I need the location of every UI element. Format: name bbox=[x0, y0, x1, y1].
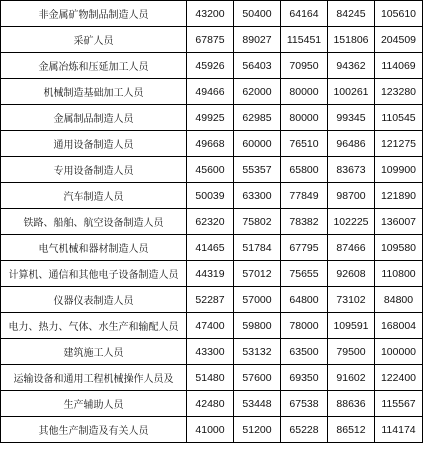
value-cell: 78382 bbox=[281, 209, 328, 235]
value-cell: 100000 bbox=[375, 339, 423, 365]
occupation-cell: 其他生产制造及有关人员 bbox=[1, 417, 187, 443]
occupation-cell: 机械制造基础加工人员 bbox=[1, 79, 187, 105]
occupation-cell: 铁路、船舶、航空设备制造人员 bbox=[1, 209, 187, 235]
value-cell: 99345 bbox=[328, 105, 375, 131]
value-cell: 84800 bbox=[375, 287, 423, 313]
value-cell: 77849 bbox=[281, 183, 328, 209]
value-cell: 115451 bbox=[281, 27, 328, 53]
value-cell: 51480 bbox=[187, 365, 234, 391]
value-cell: 109580 bbox=[375, 235, 423, 261]
table-row bbox=[1, 27, 423, 53]
value-cell: 96486 bbox=[328, 131, 375, 157]
value-cell: 75802 bbox=[234, 209, 281, 235]
value-cell: 51200 bbox=[234, 417, 281, 443]
value-cell: 62985 bbox=[234, 105, 281, 131]
table-row bbox=[1, 1, 423, 27]
value-cell: 55357 bbox=[234, 157, 281, 183]
value-cell: 67538 bbox=[281, 391, 328, 417]
value-cell: 75655 bbox=[281, 261, 328, 287]
value-cell: 98700 bbox=[328, 183, 375, 209]
value-cell: 92608 bbox=[328, 261, 375, 287]
value-cell: 204509 bbox=[375, 27, 423, 53]
occupation-cell: 运输设备和通用工程机械操作人员及 bbox=[1, 365, 187, 391]
table-row bbox=[1, 339, 423, 365]
value-cell: 105610 bbox=[375, 1, 423, 27]
value-cell: 57012 bbox=[234, 261, 281, 287]
occupation-cell: 采矿人员 bbox=[1, 27, 187, 53]
table-row bbox=[1, 417, 423, 443]
value-cell: 41000 bbox=[187, 417, 234, 443]
value-cell: 100261 bbox=[328, 79, 375, 105]
value-cell: 49925 bbox=[187, 105, 234, 131]
value-cell: 65800 bbox=[281, 157, 328, 183]
occupation-cell: 汽车制造人员 bbox=[1, 183, 187, 209]
value-cell: 114174 bbox=[375, 417, 423, 443]
value-cell: 136007 bbox=[375, 209, 423, 235]
value-cell: 57000 bbox=[234, 287, 281, 313]
table-row bbox=[1, 391, 423, 417]
value-cell: 73102 bbox=[328, 287, 375, 313]
occupation-cell: 非金属矿物制品制造人员 bbox=[1, 1, 187, 27]
value-cell: 79500 bbox=[328, 339, 375, 365]
value-cell: 64164 bbox=[281, 1, 328, 27]
value-cell: 50400 bbox=[234, 1, 281, 27]
value-cell: 122400 bbox=[375, 365, 423, 391]
occupation-cell: 计算机、通信和其他电子设备制造人员 bbox=[1, 261, 187, 287]
table-row bbox=[1, 79, 423, 105]
value-cell: 87466 bbox=[328, 235, 375, 261]
table-row bbox=[1, 157, 423, 183]
value-cell: 102225 bbox=[328, 209, 375, 235]
occupation-cell: 专用设备制造人员 bbox=[1, 157, 187, 183]
value-cell: 69350 bbox=[281, 365, 328, 391]
value-cell: 78000 bbox=[281, 313, 328, 339]
value-cell: 53132 bbox=[234, 339, 281, 365]
value-cell: 41465 bbox=[187, 235, 234, 261]
table-row bbox=[1, 287, 423, 313]
value-cell: 91602 bbox=[328, 365, 375, 391]
value-cell: 67875 bbox=[187, 27, 234, 53]
table-row bbox=[1, 313, 423, 339]
occupation-cell: 通用设备制造人员 bbox=[1, 131, 187, 157]
occupation-cell: 建筑施工人员 bbox=[1, 339, 187, 365]
occupation-cell: 生产辅助人员 bbox=[1, 391, 187, 417]
table-row bbox=[1, 365, 423, 391]
occupation-cell: 金属冶炼和压延加工人员 bbox=[1, 53, 187, 79]
value-cell: 110800 bbox=[375, 261, 423, 287]
table-row bbox=[1, 183, 423, 209]
value-cell: 123280 bbox=[375, 79, 423, 105]
value-cell: 88636 bbox=[328, 391, 375, 417]
value-cell: 121275 bbox=[375, 131, 423, 157]
value-cell: 51784 bbox=[234, 235, 281, 261]
value-cell: 64800 bbox=[281, 287, 328, 313]
value-cell: 47400 bbox=[187, 313, 234, 339]
value-cell: 49668 bbox=[187, 131, 234, 157]
value-cell: 86512 bbox=[328, 417, 375, 443]
value-cell: 94362 bbox=[328, 53, 375, 79]
value-cell: 151806 bbox=[328, 27, 375, 53]
value-cell: 62000 bbox=[234, 79, 281, 105]
value-cell: 63300 bbox=[234, 183, 281, 209]
occupation-cell: 电力、热力、气体、水生产和输配人员 bbox=[1, 313, 187, 339]
value-cell: 43200 bbox=[187, 1, 234, 27]
value-cell: 44319 bbox=[187, 261, 234, 287]
value-cell: 80000 bbox=[281, 79, 328, 105]
table-row bbox=[1, 235, 423, 261]
value-cell: 45600 bbox=[187, 157, 234, 183]
value-cell: 50039 bbox=[187, 183, 234, 209]
value-cell: 52287 bbox=[187, 287, 234, 313]
table-row bbox=[1, 131, 423, 157]
table-row bbox=[1, 105, 423, 131]
value-cell: 63500 bbox=[281, 339, 328, 365]
occupation-cell: 仪器仪表制造人员 bbox=[1, 287, 187, 313]
value-cell: 84245 bbox=[328, 1, 375, 27]
value-cell: 53448 bbox=[234, 391, 281, 417]
value-cell: 62320 bbox=[187, 209, 234, 235]
salary-table-body bbox=[1, 1, 423, 443]
value-cell: 109900 bbox=[375, 157, 423, 183]
table-row bbox=[1, 53, 423, 79]
value-cell: 65228 bbox=[281, 417, 328, 443]
value-cell: 42480 bbox=[187, 391, 234, 417]
value-cell: 70950 bbox=[281, 53, 328, 79]
value-cell: 89027 bbox=[234, 27, 281, 53]
table-row bbox=[1, 261, 423, 287]
value-cell: 67795 bbox=[281, 235, 328, 261]
value-cell: 60000 bbox=[234, 131, 281, 157]
value-cell: 43300 bbox=[187, 339, 234, 365]
value-cell: 76510 bbox=[281, 131, 328, 157]
value-cell: 57600 bbox=[234, 365, 281, 391]
value-cell: 109591 bbox=[328, 313, 375, 339]
occupation-cell: 金属制品制造人员 bbox=[1, 105, 187, 131]
value-cell: 83673 bbox=[328, 157, 375, 183]
value-cell: 121890 bbox=[375, 183, 423, 209]
value-cell: 114069 bbox=[375, 53, 423, 79]
value-cell: 168004 bbox=[375, 313, 423, 339]
value-cell: 45926 bbox=[187, 53, 234, 79]
value-cell: 56403 bbox=[234, 53, 281, 79]
value-cell: 110545 bbox=[375, 105, 423, 131]
table-row bbox=[1, 209, 423, 235]
value-cell: 80000 bbox=[281, 105, 328, 131]
value-cell: 115567 bbox=[375, 391, 423, 417]
value-cell: 59800 bbox=[234, 313, 281, 339]
value-cell: 49466 bbox=[187, 79, 234, 105]
occupation-cell: 电气机械和器材制造人员 bbox=[1, 235, 187, 261]
